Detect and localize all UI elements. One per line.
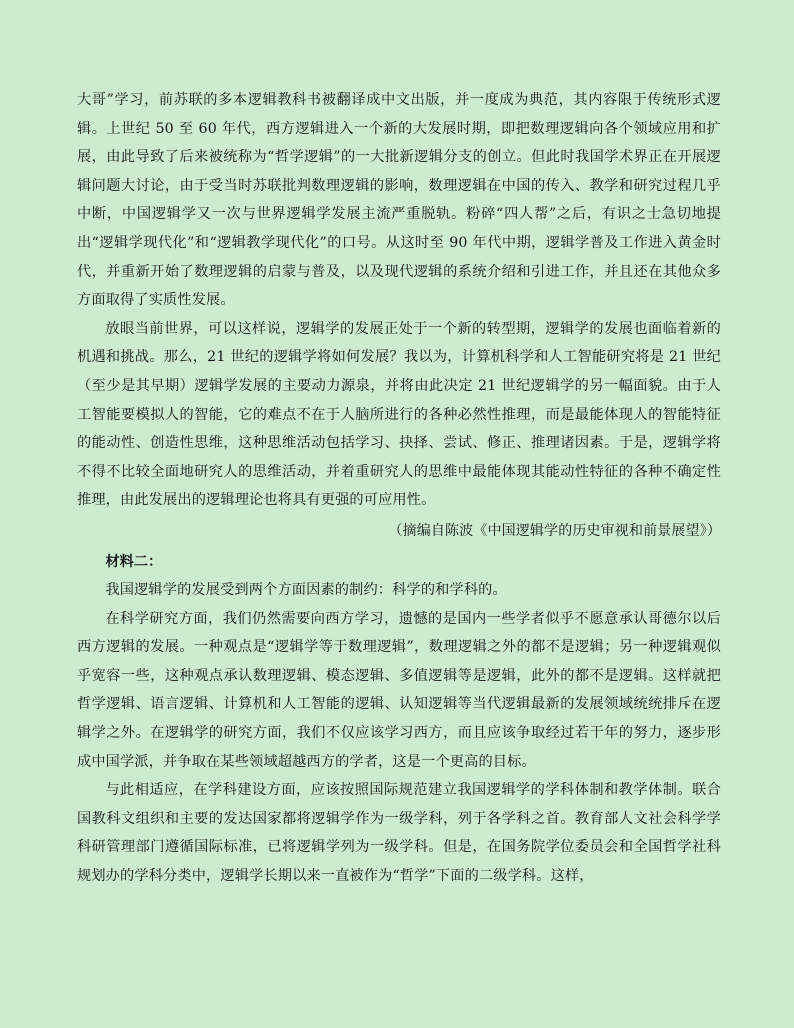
paragraph-1: 大哥”学习，前苏联的多本逻辑教科书被翻译成中文出版，并一度成为典范，其内容限于传统形式逻辑。上世纪 50 至 60 年代，西方逻辑进入一个新的大发展时期，即把数理逻辑向各个领域应用和扩展，由此导致了后来被统称为“哲学逻辑”的一大批新逻辑分支的创立。但此时我国学术界正在开展逻辑问题大讨论，由于受当时苏联批判数理逻辑的影响，数理逻辑在中国的传入、教学和研究过程几乎中断，中国逻辑学又一次与世界逻辑学发展主流严重脱轨。粉碎“四人帮”之后，有识之士急切地提出“逻辑学现代化”和“逻辑教学现代化”的口号。从这时至 90 年代中期，逻辑学普及工作进入黄金时代，并重新开始了数理逻辑的启蒙与普及，以及现代逻辑的系统介绍和引进工作，并且还在其他众多方面取得了实质性发展。 [77,92,721,309]
paragraph-2: 放眼当前世界，可以这样说，逻辑学的发展正处于一个新的转型期，逻辑学的发展也面临着新的机遇和挑战。那么，21 世纪的逻辑学将如何发展？我以为，计算机科学和人工智能研究将是 21 世纪（至少是其早期）逻辑学发展的主要动力源泉，并将由此决定 21 世纪逻辑学的另一幅面貌。由于人工智能要模拟人的智能，它的难点不在于人脑所进行的各种必然性推理，而是最能体现人的智能特征的能动性、创造性思维，这种思维活动包括学习、抉择、尝试、修正、推理诸因素。于是，逻辑学将不得不比较全面地研究人的思维活动，并着重研究人的思维中最能体现其能动性特征的各种不确定性推理，由此发展出的逻辑理论也将具有更强的可应用性。 [77,320,721,509]
paragraph-4: 在科学研究方面，我们仍然需要向西方学习，遗憾的是国内一些学者似乎不愿意承认哥德尔以后西方逻辑的发展。一种观点是“逻辑学等于数理逻辑”，数理逻辑之外的都不是逻辑；另一种逻辑观似乎宽容一些，这种观点承认数理逻辑、模态逻辑、多值逻辑等是逻辑，此外的都不是逻辑。这样就把哲学逻辑、语言逻辑、计算机和人工智能的逻辑、认知逻辑等当代逻辑最新的发展领域统统排斥在逻辑学之外。在逻辑学的研究方面，我们不仅应该学习西方，而且应该争取经过若干年的努力，逐步形成中国学派，并争取在某些领域超越西方的学者，这是一个更高的目标。 [77,610,721,770]
paragraph-3: 我国逻辑学的发展受到两个方面因素的制约：科学的和学科的。 [105,582,507,599]
paragraph-5: 与此相适应，在学科建设方面，应该按照国际规范建立我国逻辑学的学科体制和教学体制。联合国教科文组织和主要的发达国家都将逻辑学作为一级学科，列于各学科之首。教育部人文社会科学学科研管理部门遵循国际标准，已将逻辑学列为一级学科。但是，在国务院学位委员会和全国哲学社科规划办的学科分类中，逻辑学长期以来一直被作为“哲学”下面的二级学科。这样， [77,782,721,885]
source-citation: （摘编自陈波《中国逻辑学的历史审视和前景展望》） [388,522,721,539]
section-heading-material-two: 材料二： [105,553,163,570]
